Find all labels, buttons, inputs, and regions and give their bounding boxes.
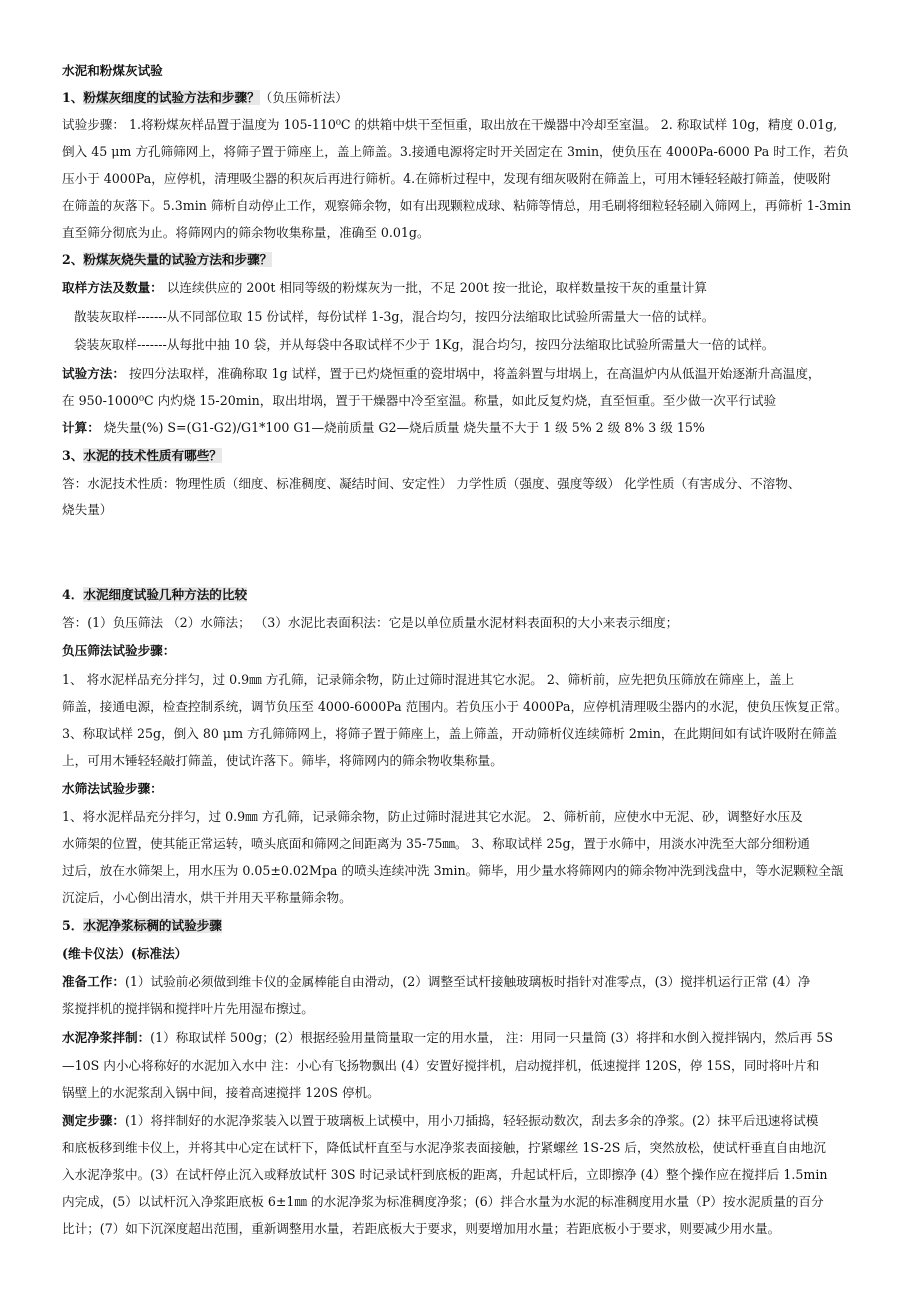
q5-prep-label: 准备工作： — [62, 974, 125, 989]
q3-heading-text: 水泥的技术性质有哪些？ — [83, 448, 222, 463]
q4-answer: 答：(1）负压筛法 （2）水筛法； （3）水泥比表面积法：它是以单位质量水泥材料表面积的大小来表示细度； — [62, 615, 679, 630]
q2-method — [62, 364, 821, 384]
q2-calc — [62, 418, 705, 438]
q5-subtitle: (维卡仪法）(标准法） — [62, 946, 188, 961]
q2-method-cont: 在 950-1000⁰C 内灼烧 15-20min，取出坩埚，置于干燥器中冷至室温。称量，如此反复灼烧，直至恒重。至少做一次平行试验 — [62, 393, 777, 408]
q1-heading-text: 粉煤灰细度的试验方法和步骤？ — [83, 90, 260, 105]
q5-measure-line: 内完成，(5）以试杆沉入净浆距底板 6±1㎜ 的水泥净浆为标准稠度净浆；(6）拌合水量为水泥的标准稠度用水量（P）按水泥质量的百分 — [62, 1194, 824, 1209]
q3-heading-num: 3、 — [62, 448, 84, 463]
q4-neg-line: 上，可用木锤轻轻敲打筛盖，使试许落下。筛毕，将筛网内的筛余物收集称量。 — [62, 753, 503, 768]
q4-water-line: 过后，放在水筛架上，用水压为 0.05±0.02Mpa 的喷头连续冲洗 3min。筛毕，用少量水将筛网内的筛余物冲洗到浅盘中，等水泥颗粒全瓿 — [62, 863, 844, 878]
q5-measure-line: 和底板移到维卡仪上，并将其中心定在试杆下，降低试杆直至与水泥净浆表面接触，拧紧螺丝 1S-2S 后，突然放松，使试杆垂直自由地沉 — [62, 1140, 826, 1155]
q1-heading-num: 1、 — [62, 90, 84, 105]
q5-heading-num: 5． — [62, 918, 84, 933]
q5-prep-cont: 浆搅拌机的搅拌锅和搅拌叶片先用湿布擦过。 — [62, 1001, 314, 1016]
q1-heading — [62, 88, 348, 108]
q5-measure-line: 入水泥净浆中。(3）在试杆停止沉入或释放试杆 30S 时记录试杆到底板的距离，升起试杆后，立即擦净 (4）整个操作应在搅拌后 1.5min — [62, 1167, 828, 1182]
q5-mix-cont: —10S 内小心将称好的水泥加入水中 注：小心有飞扬物飘出 (4）安置好搅拌机，启动搅拌机，低速搅拌 120S，停 15S，同时将叶片和 — [62, 1058, 820, 1073]
q2-heading-text: 粉煤灰烧失量的试验方法和步骤？ — [83, 252, 273, 267]
q1-line: 压小于 4000Pa，应停机，清理吸尘器的积灰后再进行筛析。4.在筛析过程中，发现有细灰吸附在筛盖上，可用木锤轻轻敲打筛盖，使吸附 — [62, 171, 831, 186]
q4-neg-label: 负压筛法试验步骤： — [62, 643, 176, 658]
q4-neg-line: 筛盖，接通电源，检查控制系统，调节负压至 4000-6000Pa 范围内。若负压小于 4000Pa，应停机清理吸尘器内的水泥，使负压恢复正常。 — [62, 699, 848, 714]
q5-heading-text: 水泥净浆标稠的试验步骤 — [83, 918, 222, 933]
q4-neg-line: 1、 将水泥样品充分拌匀，过 0.9㎜ 方孔筛，记录筛余物，防止过筛时混进其它水泥。 2、筛析前，应先把负压筛放在筛座上，盖上 — [62, 672, 795, 687]
q4-water-label: 水筛法试验步骤： — [62, 781, 163, 796]
doc-title: 水泥和粉煤灰试验 — [62, 63, 163, 78]
q5-measure-line: 比计；(7）如下沉深度超出范围，重新调整用水量，若距底板大于要求，则要增加用水量；若距底板小于要求，则要减少用水量。 — [62, 1221, 781, 1236]
q3-heading — [62, 446, 222, 466]
q2-bulk-sampling: 散装灰取样-------从不同部位取 15 份试样，每份试样 1-3g，混合均匀，按四分法缩取比试验所需量大一倍的试样。 — [74, 309, 715, 324]
q2-sampling-text: 以连续供应的 200t 相同等级的粉煤灰为一批，不足 200t 按一批论，取样数量按干灰的重量计算 — [162, 280, 707, 295]
q3-answer: 答：水泥技术性质：物理性质（细度、标准稠度、凝结时间、安定性） 力学性质（强度、强度等级） 化学性质（有害成分、不溶物、 — [62, 476, 801, 491]
q2-calc-text: 烧失量(%) S=(G1-G2)/G1*100 G1—烧前质量 G2—烧后质量 烧失量不大于 1 级 5% 2 级 8% 3 级 15% — [99, 420, 705, 435]
q2-bag-sampling: 袋装灰取样-------从每批中抽 10 袋，并从每袋中各取试样不少于 1Kg，混合均匀，按四分法缩取比试验所需量大一倍的试样。 — [74, 337, 775, 352]
q5-prep-text: (1）试验前必须做到维卡仪的金属棒能自由滑动，(2）调整至试杆接触玻璃板时指针对准零点，(3）搅拌机运行正常 (4）净 — [124, 974, 811, 989]
q4-heading-text: 水泥细度试验几种方法的比较 — [83, 587, 248, 602]
q5-measure — [62, 1111, 818, 1131]
q4-water-line: 水筛架的位置，使其能正常运转，喷头底面和筛网之间距离为 35-75㎜。 3、称取试样 25g，置于水筛中，用淡水冲洗至大部分细粉通 — [62, 836, 810, 851]
q4-heading — [62, 585, 247, 605]
q5-mix-label: 水泥净浆拌制： — [62, 1030, 151, 1045]
q2-sampling — [62, 278, 707, 298]
q3-answer-cont: 烧失量） — [62, 502, 113, 517]
q4-neg-line: 3、称取试样 25g，倒入 80 μm 方孔筛筛网上，将筛子置于筛座上，盖上筛盖，开动筛析仪连续筛析 2min，在此期间如有试许吸附在筛盖 — [62, 726, 838, 741]
q1-line: 倒入 45 μm 方孔筛筛网上，将筛子置于筛座上，盖上筛盖。3.接通电源将定时开关固定在 3min，使负压在 4000Pa-6000 Pa 时工作，若负 — [62, 144, 849, 159]
q5-prep — [62, 972, 810, 992]
q2-heading-num: 2、 — [62, 252, 84, 267]
q2-sampling-label: 取样方法及数量： — [62, 280, 163, 295]
q2-method-label: 试验方法： — [62, 366, 125, 381]
q1-heading-note: （负压筛析法） — [259, 90, 348, 105]
q1-line: 直至筛分彻底为止。将筛网内的筛余物收集称量，准确至 0.01g。 — [62, 225, 430, 240]
q2-method-text: 按四分法取样，准确称取 1g 试样，置于已灼烧恒重的瓷坩埚中，将盖斜置与坩埚上，在高温炉内从低温开始逐渐升高温度， — [124, 366, 821, 381]
q4-water-line: 沉淀后，小心倒出清水，烘干并用天平称量筛余物。 — [62, 890, 352, 905]
q5-mix-cont: 锅壁上的水泥浆刮入锅中间，接着高速搅拌 120S 停机。 — [62, 1085, 380, 1100]
q2-heading — [62, 250, 272, 270]
q5-mix-text: (1）称取试样 500g；(2）根据经验用量筒量取一定的用水量， 注：用同一只量筒 (3）将拌和水倒入搅拌锅内，然后再 5S — [150, 1030, 833, 1045]
q4-water-line: 1、将水泥样品充分拌匀，过 0.9㎜ 方孔筛，记录筛余物，防止过筛时混进其它水泥。 2、筛析前，应使水中无泥、砂，调整好水压及 — [62, 809, 803, 824]
q5-measure-text: (1）将拌制好的水泥净浆装入以置于玻璃板上试模中，用小刀插捣，轻轻振动数次，刮去多余的净浆。(2）抹平后迅速将试模 — [124, 1113, 819, 1128]
q2-calc-label: 计算： — [62, 420, 100, 435]
q5-measure-label: 测定步骤： — [62, 1113, 125, 1128]
q1-line: 试验步骤： 1.将粉煤灰样品置于温度为 105-110⁰C 的烘箱中烘干至恒重，取出放在干燥器中冷却至室温。 2. 称取试样 10g，精度 0.01g, — [62, 117, 838, 132]
q5-mix — [62, 1028, 833, 1048]
q1-line: 在筛盖的灰落下。5.3min 筛析自动停止工作，观察筛余物，如有出现颗粒成球、粘筛等情总，用毛刷将细粒轻轻刷入筛网上，再筛析 1-3min — [62, 198, 852, 213]
q4-heading-num: 4． — [62, 587, 84, 602]
q5-heading — [62, 916, 222, 936]
